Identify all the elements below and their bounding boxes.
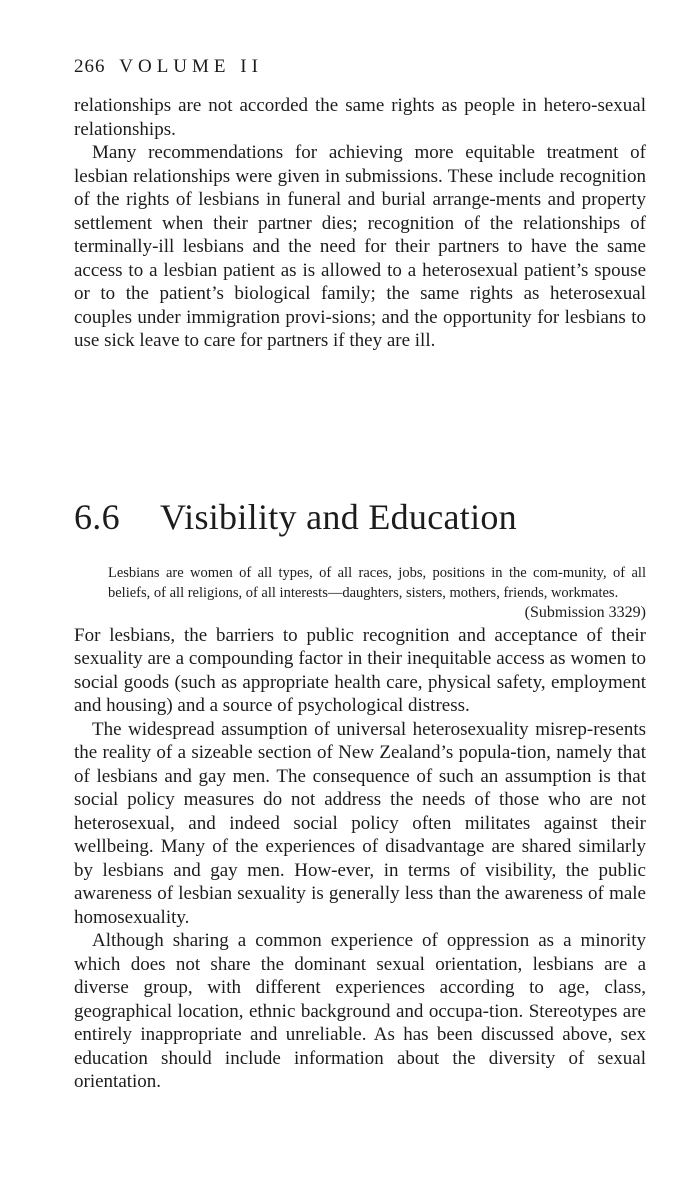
section-number: 6.6: [74, 496, 120, 537]
volume-label: VOLUME II: [119, 56, 263, 77]
running-head: [74, 52, 646, 82]
section-title: Visibility and Education: [160, 496, 517, 537]
page-number: 266: [74, 56, 106, 77]
paragraph-recommendations: Many recommendations for achieving more equitable treatment of lesbian relationships were given in submissions. These include recognition of the rights of lesbians in funeral and burial arrange-ments and property settlement when their partner dies; recognition of the relationships of terminally-ill lesbians and the need for their partners to have the same access to a lesbian patient as is allowed to a heterosexual patient’s spouse or to the patient’s biological family; the same rights as heterosexual couples under immigration provi-sions; and the opportunity for lesbians to use sick leave to care for partners if they are ill.: [74, 142, 646, 351]
paragraph-diversity: Although sharing a common experience of oppression as a minority which does not share the dominant sexual orientation, lesbians are a diverse group, with different experiences according to age, class, geographical location, ethnic background and occupa-tion. Stereotypes are entirely inappropriate and unreliable. As has been discussed above, sex education should include information about the diversity of sexual orientation.: [74, 930, 646, 1092]
epigraph-quote: [108, 563, 646, 623]
epigraph-text: Lesbians are women of all types, of all races, jobs, positions in the com-munity, of all beliefs, of all religions, of all interests—daughters, sisters, mothers, friends, workmates.: [108, 564, 646, 601]
section-heading: [74, 495, 646, 539]
paragraph-assumption: The widespread assumption of universal heterosexuality misrep-resents the reality of a sizeable section of New Zealand’s popula-tion, namely that of lesbians and gay men. The consequence of such an assumption is that social policy measures do not address the needs of those who are not heterosexual, and indeed social policy often militates against their wellbeing. Many of the experiences of disadvantage are shared similarly by lesbians and gay men. How-ever, in terms of visibility, the public awareness of lesbian sexuality is generally less than the awareness of male homosexuality.: [74, 718, 646, 928]
epigraph-source: (Submission 3329): [524, 603, 646, 621]
paragraph-continued: relationships are not accorded the same rights as people in hetero-sexual relationships.: [74, 95, 646, 140]
book-page: [74, 52, 646, 1094]
paragraph-barriers: For lesbians, the barriers to public recognition and acceptance of their sexuality are a compounding factor in their inequitable access as women to social goods (such as appropriate health care, physical safety, employment and housing) and a source of psychological distress.: [74, 624, 646, 716]
